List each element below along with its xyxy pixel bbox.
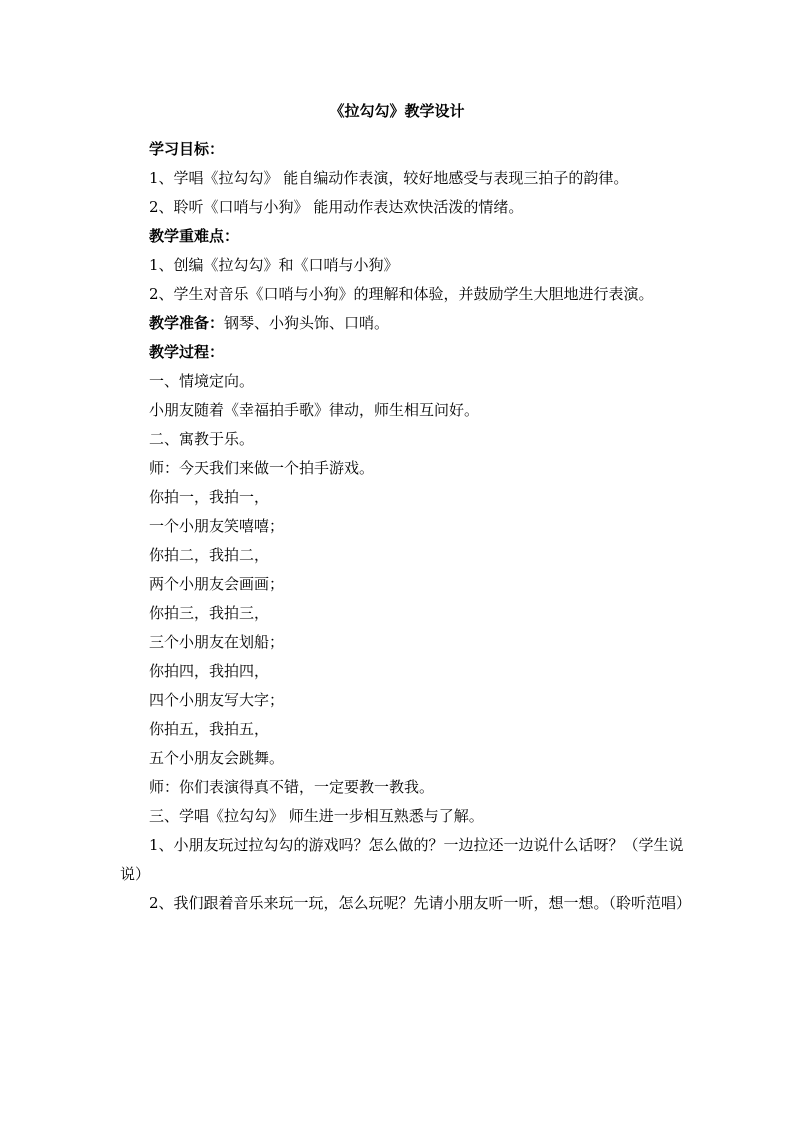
difficulties-heading: 教学重难点： [149, 227, 240, 245]
process-line: 师：今天我们来做一个拍手游戏。 [149, 459, 375, 477]
document-title: 《拉勾勾》教学设计 [329, 102, 465, 120]
process-line: 你拍五，我拍五， [149, 720, 270, 738]
process-line: 四个小朋友写大字； [149, 691, 285, 709]
process-line: 小朋友随着《幸福拍手歌》律动，师生相互问好。 [149, 401, 480, 419]
preparation-line [120, 309, 690, 338]
paragraph: 2、我们跟着音乐来玩一玩，怎么玩呢？先请小朋友听一听，想一想。（聆听范唱） [149, 894, 692, 912]
process-line: 一个小朋友笑嘻嘻； [149, 517, 285, 535]
difficulty-item: 1、创编《拉勾勾》和《口哨与小狗》 [149, 256, 399, 274]
objective-item: 2、聆听《口哨与小狗》 能用动作表达欢快活泼的情绪。 [149, 198, 524, 216]
process-line: 你拍二，我拍二， [149, 546, 270, 564]
process-line: 五个小朋友会跳舞。 [149, 749, 285, 767]
difficulty-item: 2、学生对音乐《口哨与小狗》的理解和体验，并鼓励学生大胆地进行表演。 [149, 285, 654, 303]
process-line: 师：你们表演得真不错，一定要教一教我。 [149, 778, 435, 796]
process-line: 三、学唱《拉勾勾》 师生进一步相互熟悉与了解。 [149, 807, 484, 825]
process-line: 你拍一，我拍一， [149, 488, 270, 506]
objective-item: 1、学唱《拉勾勾》 能自编动作表演，较好地感受与表现三拍子的韵律。 [149, 169, 629, 187]
preparation-heading: 教学准备： [149, 314, 225, 332]
process-line: 一、情境定向。 [149, 372, 255, 390]
preparation-text: 钢琴、小狗头饰、口哨。 [224, 314, 390, 332]
document-body [120, 135, 690, 918]
process-line: 二、寓教于乐。 [149, 430, 255, 448]
process-line: 你拍三，我拍三， [149, 604, 270, 622]
process-line: 你拍四，我拍四， [149, 662, 270, 680]
process-heading: 教学过程： [149, 343, 225, 361]
paragraph: 1、小朋友玩过拉勾勾的游戏吗？怎么做的？一边拉还一边说什么话呀？（学生说说） [120, 836, 684, 883]
process-line: 三个小朋友在划船； [149, 633, 285, 651]
process-line: 两个小朋友会画画； [149, 575, 285, 593]
objectives-heading: 学习目标： [149, 140, 225, 158]
